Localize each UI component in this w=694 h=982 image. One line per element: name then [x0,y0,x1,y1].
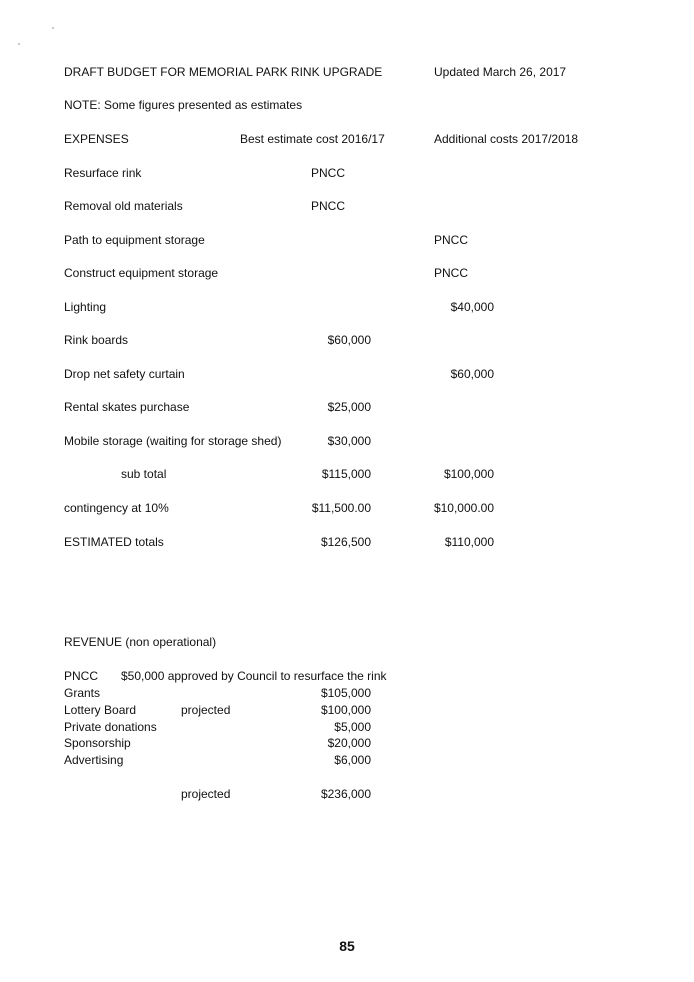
revenue-amount: $100,000 [320,703,371,717]
revenue-item: Lottery Board [64,703,137,717]
expense-item: Drop net safety curtain [64,367,185,381]
col1-header: Best estimate cost 2016/17 [240,132,385,146]
expense-item: Rental skates purchase [64,400,190,414]
revenue-item: Private donations [64,720,157,734]
subtotal-col1: $115,000 [321,467,371,481]
subtotal-col2: $100,000 [443,467,494,481]
expense-item: Rink boards [64,333,129,347]
revenue-item: Sponsorship [64,736,131,750]
projected-label: projected [181,787,231,801]
revenue-item: Grants [64,686,101,700]
expense-item: Resurface rink [64,166,142,180]
revenue-amount: $6,000 [334,753,371,767]
expense-item: Construct equipment storage [64,266,219,280]
expense-col2: PNCC [434,233,469,247]
col2-header: Additional costs 2017/2018 [434,132,579,146]
pncc-approval-text: $50,000 approved by Council to resurface the rink [121,669,387,683]
document-title: DRAFT BUDGET FOR MEMORIAL PARK RINK UPGRADE [64,65,383,79]
totals-label: ESTIMATED totals [64,535,164,549]
expense-col1: $25,000 [327,400,371,414]
estimate-note: NOTE: Some figures presented as estimates [64,98,303,112]
expense-item: Removal old materials [64,199,183,213]
revenue-amount: $105,000 [320,686,371,700]
expense-col1: $30,000 [327,434,371,448]
contingency-label: contingency at 10% [64,501,169,515]
contingency-col2: $10,000.00 [433,501,494,515]
revenue-note: projected [181,703,231,717]
revenue-amount: $20,000 [327,736,371,750]
expense-item: Lighting [64,300,107,314]
page-number: 85 [339,938,355,954]
expense-item: Path to equipment storage [64,233,205,247]
revenue-amount: $5,000 [334,720,371,734]
expense-col2: PNCC [434,266,469,280]
subtotal-label: sub total [121,467,167,481]
scan-speck [52,27,54,29]
pncc-label: PNCC [64,669,99,683]
revenue-item: Advertising [64,753,124,767]
expense-col1: $60,000 [327,333,371,347]
totals-col1: $126,500 [320,535,371,549]
expense-col2: $60,000 [450,367,494,381]
projected-total: $236,000 [320,787,371,801]
expense-col1: PNCC [311,166,346,180]
expense-item: Mobile storage (waiting for storage shed) [64,434,282,448]
totals-col2: $110,000 [444,535,494,549]
updated-date: Updated March 26, 2017 [434,65,567,79]
expense-col2: $40,000 [450,300,494,314]
contingency-col1: $11,500.00 [311,501,371,515]
revenue-heading: REVENUE (non operational) [64,635,217,649]
expense-col1: PNCC [311,199,346,213]
scan-speck [18,43,20,45]
expenses-heading: EXPENSES [64,132,129,146]
